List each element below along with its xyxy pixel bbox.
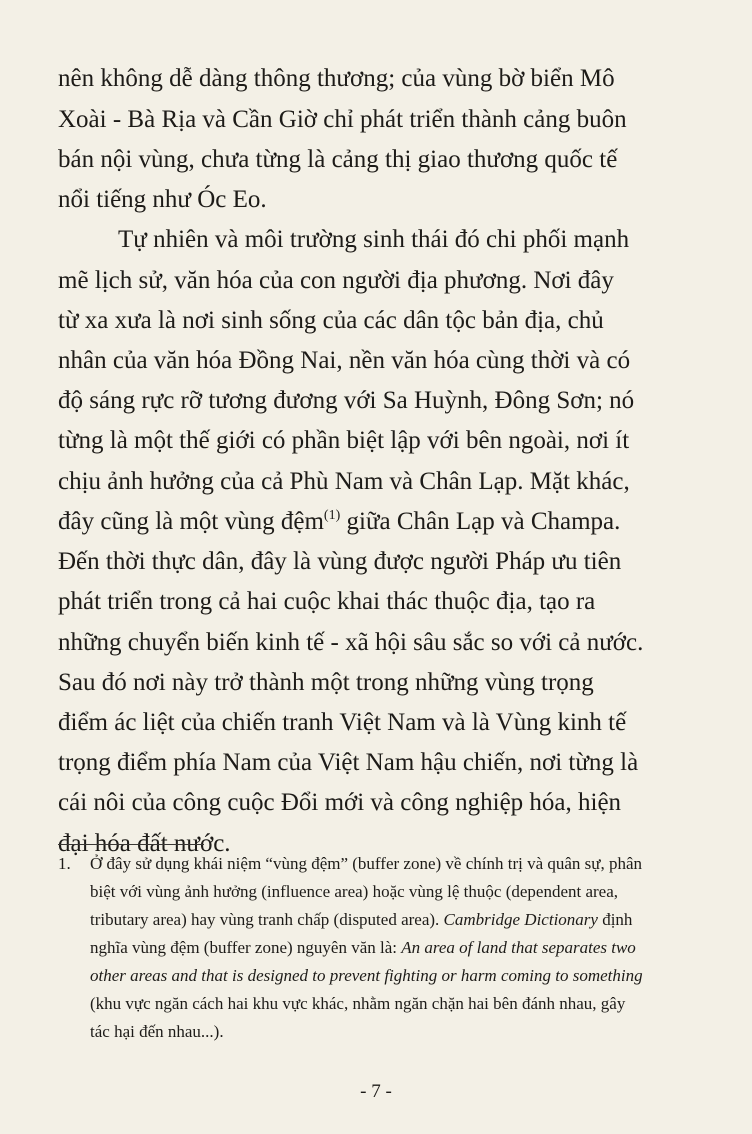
footnote-line: biệt với vùng ảnh hưởng (influence area) hoặc vùng lệ thuộc (dependent area, [90, 882, 619, 901]
text-line: Sau đó nơi này trở thành một trong những vùng trọng [58, 669, 594, 696]
footnote-line: Ở đây sử dụng khái niệm “vùng đệm” (buffer zone) về chính trị và quân sự, phân [90, 854, 643, 873]
text-line: điểm ác liệt của chiến tranh Việt Nam và là Vùng kinh tế [58, 709, 627, 736]
text-line: nhân của văn hóa Đồng Nai, nền văn hóa cùng thời và có [58, 347, 631, 374]
text-line: từng là một thế giới có phần biệt lập với bên ngoài, nơi ít [58, 427, 630, 454]
footnote-line [90, 908, 632, 932]
text-line: đại hóa đất nước. [58, 830, 231, 857]
text-segment: đây cũng là một vùng đệm [58, 508, 324, 535]
footnote-divider [58, 844, 204, 845]
page-number: - 7 - [360, 1081, 392, 1102]
text-line: trọng điểm phía Nam của Việt Nam hậu chiến, nơi từng là [58, 749, 639, 776]
text-line: phát triển trong cả hai cuộc khai thác thuộc địa, tạo ra [58, 588, 596, 615]
text-line: nên không dễ dàng thông thương; của vùng bờ biển Mô [58, 65, 615, 92]
text-line: cái nôi của công cuộc Đổi mới và công nghiệp hóa, hiện [58, 789, 622, 816]
text-segment: định [597, 910, 633, 929]
text-line: Xoài - Bà Rịa và Cần Giờ chỉ phát triển thành cảng buôn [58, 106, 627, 133]
footnote-line: tác hại đến nhau...). [90, 1022, 224, 1041]
text-line: nổi tiếng như Óc Eo. [58, 186, 267, 213]
text-line: bán nội vùng, chưa từng là cảng thị giao thương quốc tế [58, 146, 618, 173]
text-line: những chuyển biến kinh tế - xã hội sâu sắc so với cả nước. [58, 629, 644, 656]
text-segment: nghĩa vùng đệm (buffer zone) nguyên văn là: [90, 938, 402, 957]
footnote-line: (khu vực ngăn cách hai khu vực khác, nhằm ngăn chặn hai bên đánh nhau, gây [90, 994, 626, 1013]
book-title: Cambridge Dictionary [443, 910, 598, 929]
quotation: other areas and that is designed to prevent fighting or harm coming to something [90, 966, 643, 985]
quotation: An area of land that separates two [401, 938, 636, 957]
text-line [58, 507, 620, 537]
text-line: Tự nhiên và môi trường sinh thái đó chi phối mạnh [118, 226, 630, 253]
footnote-line [90, 964, 643, 988]
text-line: độ sáng rực rỡ tương đương với Sa Huỳnh, Đông Sơn; nó [58, 387, 635, 414]
footnote-line [90, 936, 636, 960]
text-line: từ xa xưa là nơi sinh sống của các dân tộc bản địa, chủ [58, 307, 604, 334]
text-line: Đến thời thực dân, đây là vùng được người Pháp ưu tiên [58, 548, 622, 575]
text-line: chịu ảnh hưởng của cả Phù Nam và Chân Lạp. Mặt khác, [58, 468, 630, 495]
text-line: mẽ lịch sử, văn hóa của con người địa phương. Nơi đây [58, 267, 614, 294]
text-segment: giữa Chân Lạp và Champa. [340, 508, 621, 535]
footnote-number: 1. [58, 854, 71, 873]
footnote-reference[interactable]: (1) [323, 508, 341, 523]
text-segment: tributary area) hay vùng tranh chấp (disputed area). [90, 910, 444, 929]
